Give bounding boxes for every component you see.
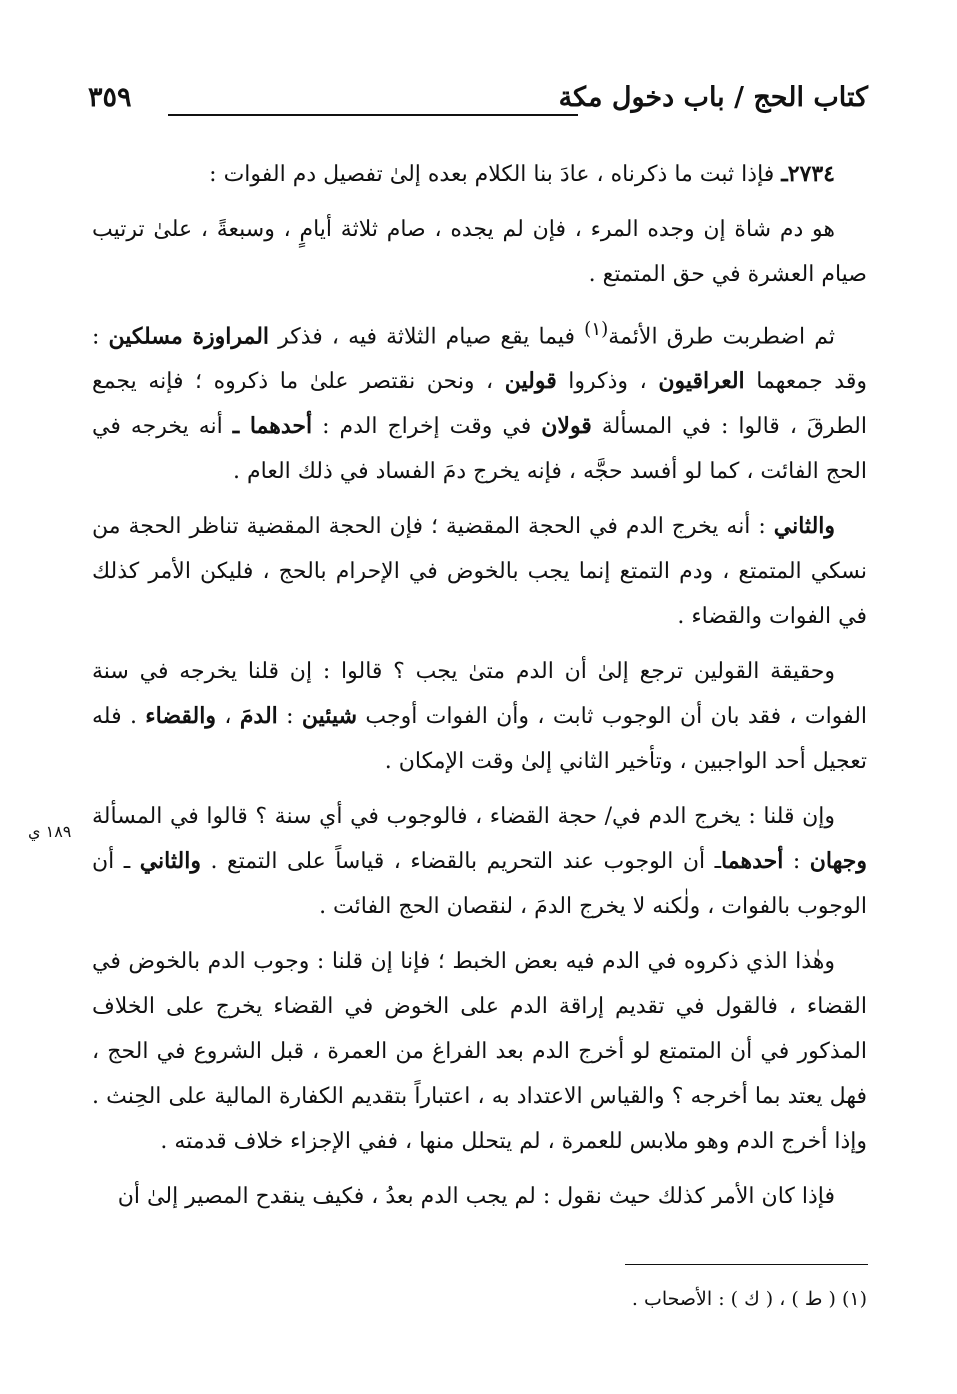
text-run: : وقد جمعهما: [92, 324, 867, 395]
text-run: : أنه يخرج الدم في الحجة المقضية ؛ فإن الحجة المقضية تناظر الحجة من نسكي المتمتع ، ودم التمتع إنما يجب بالخوض في الإحرام بالحج ، فليكن الأمر كذلك في الفوات والقضاء .: [92, 514, 867, 630]
bold-term: أحدهما ـ: [232, 413, 313, 440]
text-run: فيما يقع صيام الثلاثة فيه ، فذكر: [269, 324, 585, 350]
manuscript-margin-note: ١٨٩ ي: [28, 822, 72, 841]
footnote: (١) ( ط ) ، ( ك ) : الأصحاب .: [631, 1288, 867, 1310]
paragraph-3: [92, 307, 867, 494]
main-text: [92, 152, 867, 1229]
paragraph-text: فإذا ثبت ما ذكرناه ، عادَ بنا الكلام بعده إلىٰ تفصيل دم الفوات :: [209, 162, 782, 187]
issue-number: ٢٧٣٤ـ: [781, 161, 835, 187]
text-run: ـ أن الوجوب بالفوات ، ولٰكنه لا يخرج الدمَ ، لنقصان الحج الفائت .: [92, 849, 867, 920]
paragraph-4: [92, 504, 867, 639]
bold-term: قولين: [504, 368, 557, 395]
bold-term: العراقيون: [658, 368, 745, 395]
bold-term: والثاني: [139, 848, 201, 875]
text-run: ، ونحن نقتصر علىٰ ما ذكروه ؛ فإنه يجمع الطرقَ ، قالوا : في المسألة: [92, 369, 867, 440]
text-run: ـ أن الوجوب عند التحريم بالقضاء ، قياساً على التمتع .: [200, 849, 722, 875]
bold-term: الدمَ: [239, 703, 278, 730]
paragraph-1: [92, 152, 867, 197]
paragraph-6: [92, 794, 867, 929]
text-run: ثم اضطربت طرق الأئمة: [608, 324, 836, 350]
paragraph-8: فإذا كان الأمر كذلك حيث نقول : لم يجب الدم بعدُ ، فكيف ينقدح المصير إلىٰ أن: [117, 1184, 835, 1210]
text-run: . فله تعجيل أحد الواجبين ، وتأخير الثاني إلىٰ وقت الإمكان .: [92, 704, 867, 775]
paragraph-7: وهٰذا الذي ذكروه في الدم فيه بعض الخبط ؛ فإنا إن قلنا : وجوب الدم بالخوض في القضاء ، فالقول في تقديم إراقة الدم على الخوض في القضاء يخرج على الخلاف المذكور في أن المتمتع لو أخرج الدم بعد الفراغ من العمرة ، قبل الشروع في الحج ، فهل يعتد بما أخرجه ؟ والقياس الاعتداد به ، اعتباراً بتقديم الكفارة المالية على الحِنث . وإذا أخرج الدم وهو ملابس للعمرة ، لم يتحلل منها ، ففي الإجزاء خلاف قدمته .: [92, 949, 868, 1155]
running-header: [88, 82, 868, 132]
bold-term: قولان: [541, 413, 592, 440]
text-run: ،: [216, 704, 240, 730]
bold-term: المراوزة مسلكين: [108, 323, 270, 350]
chapter-title: كتاب الحج / باب دخول مكة: [558, 82, 868, 113]
page-number: ٣٥٩: [88, 82, 132, 113]
text-run: أنه يخرجه في الحج الفائت ، كما لو أفسد حجَّه ، فإنه يخرج دمَ الفساد في ذلك العام .: [92, 414, 867, 485]
text-run: ، وذكروا: [556, 369, 659, 395]
text-run: في وقت إخراج الدم :: [312, 414, 542, 440]
paragraph-5: [92, 649, 867, 784]
header-rule: [168, 114, 578, 116]
bold-term: أحدهما: [721, 848, 784, 875]
text-run: وحقيقة القولين ترجع إلىٰ أن الدم متىٰ يجب ؟ قالوا : إن قلنا يخرجه في سنة الفوات ، فقد بان أن الوجوب ثابت ، وأن الفوات أوجب: [92, 659, 868, 730]
text-run: :: [783, 849, 810, 875]
text-run: وإن قلنا : يخرج الدم في/ حجة القضاء ، فالوجوب في أي سنة ؟ قالوا في المسألة: [92, 804, 835, 830]
paragraph-2: هو دم شاة إن وجده المرء ، فإن لم يجده ، صام ثلاثة أيامٍ ، وسبعةً ، علىٰ ترتيب صيام العشرة في حق المتمتع .: [92, 217, 867, 287]
bold-term: والقضاء: [145, 703, 216, 730]
footnote-ref: (١): [584, 319, 609, 340]
bold-term: وجهان: [809, 848, 867, 875]
bold-term: والثاني: [773, 513, 836, 540]
footnote-rule: [625, 1264, 868, 1265]
text-run: :: [277, 704, 302, 730]
bold-term: شيئين: [301, 703, 358, 730]
